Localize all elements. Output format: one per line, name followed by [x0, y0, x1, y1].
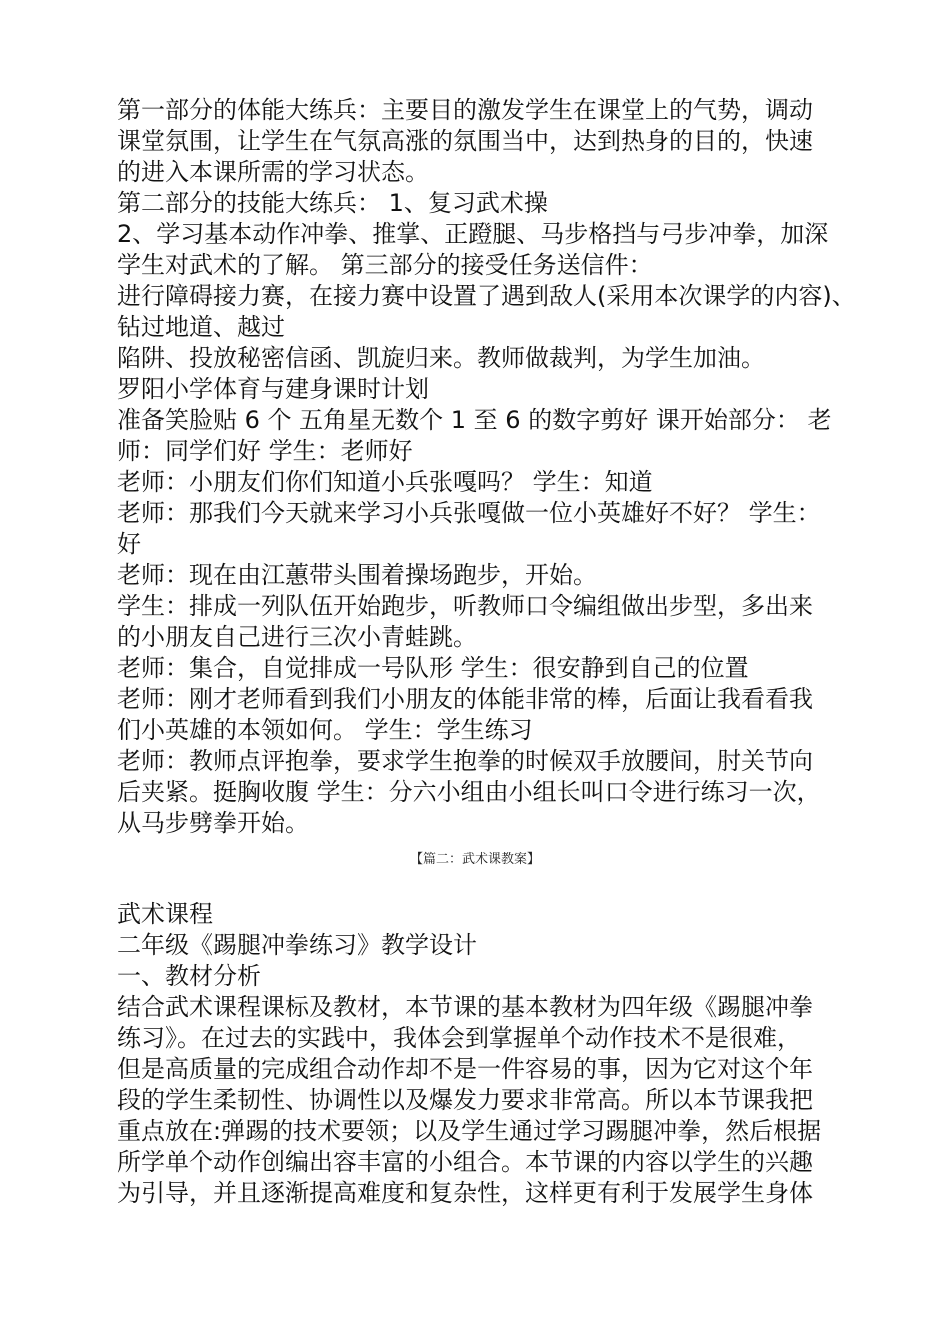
text-line: 结合武术课程课标及教材，本节课的基本教材为四年级《踢腿冲拳 [117, 993, 813, 1021]
text-line: 第一部分的体能大练兵：主要目的激发学生在课堂上的气势，调动 [117, 96, 813, 124]
text-line: 老师：小朋友们你们知道小兵张嘎吗？ 学生：知道 [117, 468, 653, 496]
text-line: 课堂氛围，让学生在气氛高涨的氛围当中，达到热身的目的，快速 [117, 127, 813, 155]
text-line: 老师：集合，自觉排成一号队形 学生：很安静到自己的位置 [117, 654, 749, 682]
text-line: 罗阳小学体育与建身课时计划 [117, 375, 429, 403]
text-line: 陷阱、投放秘密信函、凯旋归来。教师做裁判，为学生加油。 [117, 344, 765, 372]
text-line: 老师：现在由江蕙带头围着操场跑步，开始。 [117, 561, 597, 589]
text-line: 练习》。在过去的实践中，我体会到掌握单个动作技术不是很难， [117, 1024, 801, 1052]
text-line: 但是高质量的完成组合动作却不是一件容易的事，因为它对这个年 [117, 1055, 813, 1083]
text-line: 为引导，并且逐渐提高难度和复杂性，这样更有利于发展学生身体 [117, 1179, 813, 1207]
text-line: 进行障碍接力赛，在接力赛中设置了遇到敌人(采用本次课学的内容)、 [117, 282, 856, 310]
text-line: 学生对武术的了解。 第三部分的接受任务送信件： [117, 251, 653, 279]
text-line: 一、教材分析 [117, 962, 261, 990]
section-caption: 【篇二：武术课教案】 [409, 852, 540, 867]
text-line: 后夹紧。挺胸收腹 学生：分六小组由小组长叫口令进行练习一次， [117, 778, 821, 806]
text-line: 的进入本课所需的学习状态。 [117, 158, 429, 186]
text-line: 老师：教师点评抱拳，要求学生抱拳的时候双手放腰间，肘关节向 [117, 747, 813, 775]
text-line: 第二部分的技能大练兵： 1、复习武术操 [117, 189, 548, 217]
text-line: 钻过地道、越过 [117, 313, 285, 341]
text-line: 的小朋友自己进行三次小青蛙跳。 [117, 623, 477, 651]
text-line: 二年级《踢腿冲拳练习》教学设计 [117, 931, 477, 959]
text-line: 们小英雄的本领如何。 学生：学生练习 [117, 716, 533, 744]
text-line: 2、学习基本动作冲拳、推掌、正蹬腿、马步格挡与弓步冲拳，加深 [117, 220, 829, 248]
text-line: 师：同学们好 学生：老师好 [117, 437, 413, 465]
text-line: 段的学生柔韧性、协调性以及爆发力要求非常高。所以本节课我把 [117, 1086, 813, 1114]
text-line: 好 [117, 530, 141, 558]
text-line: 所学单个动作创编出容丰富的小组合。本节课的内容以学生的兴趣 [117, 1148, 813, 1176]
text-line: 准备笑脸贴 6 个 五角星无数个 1 至 6 的数字剪好 课开始部分： 老 [117, 406, 832, 434]
text-line: 重点放在:弹踢的技术要领；以及学生通过学习踢腿冲拳，然后根据 [117, 1117, 822, 1145]
text-line: 从马步劈拳开始。 [117, 809, 309, 837]
text-line: 武术课程 [117, 900, 213, 928]
text-line: 老师：刚才老师看到我们小朋友的体能非常的棒，后面让我看看我 [117, 685, 813, 713]
text-line: 老师：那我们今天就来学习小兵张嘎做一位小英雄好不好？ 学生： [117, 499, 821, 527]
text-line: 学生：排成一列队伍开始跑步，听教师口令编组做出步型，多出来 [117, 592, 813, 620]
